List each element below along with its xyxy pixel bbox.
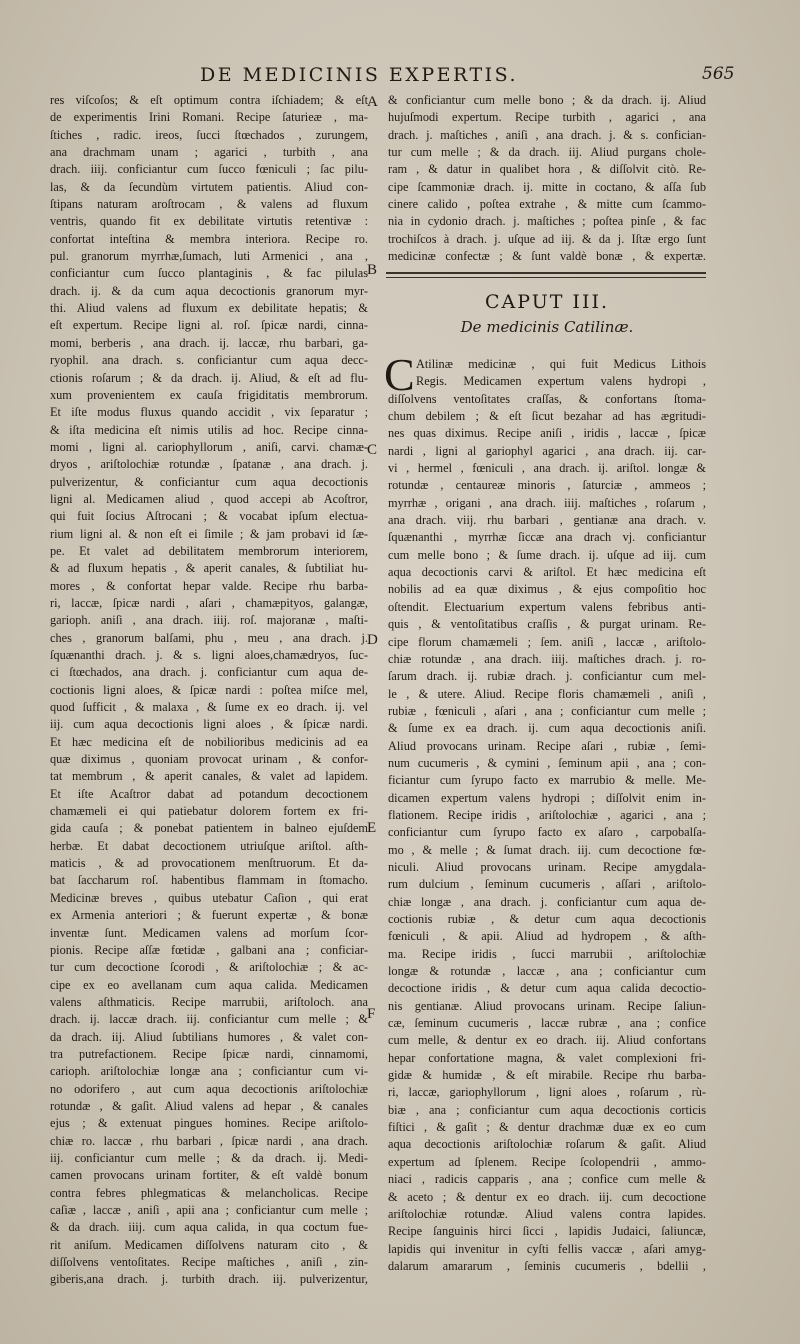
text-line: momi , ligni al. cariophyllorum , aniſi, carvi. chamæ- <box>50 439 368 454</box>
text-line: ligni al. Medicamen aliud , quod accepi ab Acoſtror, <box>50 491 368 506</box>
page-header <box>0 62 800 92</box>
margin-marker-b: B <box>367 262 378 278</box>
text-line: gidæ & humidæ , & eſt mirabile. Recipe rhu barba- <box>388 1068 706 1083</box>
margin-marker-f: F <box>367 1006 376 1022</box>
text-line: ſtiches , radic. ireos, ſucci ſtœchados , zurungem, <box>50 127 368 142</box>
text-line: & ſume ex ea drach. ij. cum aqua decoctionis aniſi. <box>388 721 706 736</box>
text-line: & iſta medicina eſt nimis utilis ad hoc. Recipe cinna- <box>50 422 368 437</box>
text-line: aqua decoctionis carvi & ariſtol. Et hæc medicina eſt <box>388 565 706 580</box>
text-line: giberis,ana drach. j. turbith drach. iij. pulverizentur, <box>50 1272 368 1287</box>
text-line: trochiſcos à drach. j. uſque ad iij. & da j. Iſtæ ergo ſunt <box>388 231 706 246</box>
text-line: chiæ longæ , ana drach. j. conficiantur cum aqua de- <box>388 894 706 909</box>
text-line: hujuſmodi expertum. Recipe turbith , agarici , ana <box>388 110 706 125</box>
text-line: quod ſufficit , & malaxa , & ſume ex eo drach. ij. vel <box>50 700 368 715</box>
text-line: biæ , ana ; conficiantur cum aqua decoctionis corticis <box>388 1102 706 1117</box>
text-line: cipe ex eo avellanam cum aqua calida. Medicamen <box>50 977 368 992</box>
text-line: de experimentis Irini Romani. Recipe ſaturieæ , ma- <box>50 110 368 125</box>
text-line: confortat inteſtina & membra interiora. Recipe ro. <box>50 231 368 246</box>
text-line: rum dulcium , ſeminum cucumeris , aſſari , ariſtolo- <box>388 877 706 892</box>
text-line: ſtipans naturam aroſtrocam , & valens ad fluxum <box>50 197 368 212</box>
text-line: mores , & confortat hepar valde. Recipe rhu barba- <box>50 578 368 593</box>
text-line: chum debilem ; & eſt ſicut bezahar ad has ægritudi- <box>388 409 706 424</box>
text-line: ana drachmam unam ; agarici , turbith , ana <box>50 145 368 160</box>
text-line: dalarum amararum , ſeminis cucumeris , bdellii , <box>388 1258 706 1273</box>
text-line: ri, laccæ, ſpicæ nardi , aſari , chamæpityos, galangæ, <box>50 595 368 610</box>
text-line: vi , hermel , fœniculi , ana drach. ij. ariſtol. longæ & <box>388 461 706 476</box>
text-line: chamæmeli ei qui patiebatur dolorem fortem ex fri- <box>50 804 368 819</box>
text-line: iij. conficiantur cum melle ; & da drach. ij. Medi- <box>50 1150 368 1165</box>
text-line: nes quas diximus. Recipe aniſi , iridis , laccæ , ſpicæ <box>388 426 706 441</box>
text-line: tra putrefactionem. Recipe ſpicæ nardi, cinnamomi, <box>50 1046 368 1061</box>
text-line: drach. iiij. conficiantur cum ſucco fœniculi ; ſac pilu- <box>50 162 368 177</box>
text-line: nia in cydonio drach. j. maſtiches ; poſtea pinſe , & fac <box>388 214 706 229</box>
text-line: cipe florum chamæmeli ; ſem. aniſi , laccæ , ariſtolo- <box>388 634 706 649</box>
text-line: le , & utere. Aliud. Recipe floris chamæmeli , aniſi , <box>388 686 706 701</box>
page-number: 565 <box>702 64 735 84</box>
text-line: conficiantur cum ſyrupo facto ex aſaro , carpobalſa- <box>388 825 706 840</box>
text-line: Et hæc medicina eſt de nobilioribus medicinis ad ea <box>50 734 368 749</box>
text-line: chiæ ro. laccæ , rhu barbari , ſpicæ nardi , ana drach. <box>50 1133 368 1148</box>
text-line: chiæ rotundæ , ana drach. iiij. maſtiches drach. j. ro- <box>388 651 706 666</box>
margin-marker-a: A <box>367 94 378 110</box>
text-line: hepar confortatione magna, & valet complexioni fri- <box>388 1050 706 1065</box>
text-line: pe. Et valet ad debilitatem membrorum interiorem, <box>50 543 368 558</box>
text-line: ſarum drach. ij. rubiæ drach. j. conficiantur cum mel- <box>388 669 706 684</box>
text-line: caſiæ , laccæ , aniſi , apii ana ; conficiantur cum melle ; <box>50 1203 368 1217</box>
text-line: no odorifero , aut cum aqua decoctionis ariſtolochiæ <box>50 1081 368 1096</box>
text-line: & conficiantur cum melle bono ; & da drach. ij. Aliud <box>388 93 706 107</box>
left-column <box>50 92 368 1289</box>
text-line: lapidis qui invenitur in cyſti fellis vaccæ , aſari amyg- <box>388 1241 706 1256</box>
text-line: nobilis ad ea quæ diximus , & ejus compoſitio hoc <box>388 582 706 597</box>
text-line: nardi , ligni al gariophyl agarici , ana drach. iij. car- <box>388 443 706 458</box>
text-line: rotundæ , & gaſit. Aliud valens ad hepar , & canales <box>50 1098 368 1113</box>
text-line: inventæ ſunt. Medicamen valens ad morſum ſcor- <box>50 925 368 940</box>
text-line: longæ & rotundæ , laccæ , ana ; conficiantur cum <box>388 964 706 979</box>
text-line: gida cauſa ; & ponebat patientem in balneo ejuſdem <box>50 821 368 836</box>
text-line: cipe ſcammoniæ drach. ij. mitte in coctano, & aſſa ſub <box>388 179 706 194</box>
text-line: ctionis roſarum ; & da drach. ij. Aliud, & eſt ad flu- <box>50 370 368 385</box>
text-line: ejus ; & extenuat pingues homines. Recipe ariſtolo- <box>50 1116 368 1131</box>
text-line: rit aniſum. Medicamen diſſolvens naturam cito , & <box>50 1237 368 1252</box>
text-line: ex Armenia anteriori ; & fuerunt expertæ , & bonæ <box>50 908 368 923</box>
text-line: dryos , ariſtolochiæ rotundæ , ſpatanæ , ana drach. j. <box>50 457 368 472</box>
text-line: pulverizentur, & conficiantur cum aqua decoctionis <box>50 474 368 489</box>
text-line: oſtendit. Electuarium expertum valens febribus anti- <box>388 599 706 614</box>
text-line: ri, laccæ, gariophyllorum , ligni aloes , roſarum , rù- <box>388 1085 706 1100</box>
text-line: rotundæ , centaureæ minoris , ſaturciæ , ammeos ; <box>388 478 706 493</box>
text-line: niaci , radicis capparis , ana ; confice cum melle & <box>388 1172 706 1187</box>
text-line: fœniculi , & apii. Aliud ad hydropem , & aſth- <box>388 929 706 944</box>
text-line: ſquænanthi , myrrhæ ſiccæ ana drach vj. conficiantur <box>388 530 706 545</box>
text-line: tat membrum , & aperit canales, & valet ad lapidem. <box>50 769 368 784</box>
text-line: eſt expertum. Recipe ligni al. roſ. ſpicæ nardi, cinna- <box>50 318 368 333</box>
text-line: Medicinæ breves , quibus utebatur Caſion , qui erat <box>50 890 368 905</box>
text-line: qui fuit ſocius Aſtrocani ; & vocabat ipſum electua- <box>50 509 368 524</box>
text-line: carioph. ariſtolochiæ longæ ana ; conficiantur cum vi- <box>50 1064 368 1079</box>
text-line: dicamen expertum valens hydropi ; diſſolvit enim in- <box>388 790 706 805</box>
text-line: ſquænanthi drach. j. & s. ligni aloes,chamædryos, ſuc- <box>50 648 368 662</box>
text-line: rium ligni al. & non eſt ei ſimile ; & jam probavi id ſæ- <box>50 526 368 541</box>
text-line: medicinæ confectæ ; & ſunt valdè bonæ , & expertæ. <box>388 249 706 264</box>
text-line: garioph. aniſi , ana drach. iiij. roſ. majoranæ , maſti- <box>50 613 368 628</box>
text-line: myrrhæ , origani , ana drach. iiij. maſtiches , roſarum , <box>388 495 706 510</box>
text-line: valens aſthmaticis. Recipe marrubii, ariſtoloch. ana <box>50 994 368 1009</box>
text-line: drach. j. maſtiches , aniſi , ana drach. j. & s. confician- <box>388 127 706 142</box>
text-line: ma. Recipe iridis , ſucci marrubii , ariſtolochiæ <box>388 946 706 961</box>
text-line: camen provocans urinam fortiter, & eſt valdè bonum <box>50 1168 368 1183</box>
right-column-body <box>388 356 706 1275</box>
text-line: aqua decoctionis ariſtolochiæ roſarum & gaſit. Aliud <box>388 1137 706 1152</box>
drop-cap: C <box>384 349 415 400</box>
text-line: xum provenientem ex cauſa frigiditatis membrorum. <box>50 387 368 402</box>
text-line: pul. granorum myrrhæ,ſumach, luti Armenici , ana , <box>50 249 368 264</box>
text-line: mo , & melle ; & ſumat drach. iij. cum decoctione fœ- <box>388 842 706 857</box>
chapter-subtitle: De medicinis Catilinæ. <box>460 318 634 336</box>
text-line: quis , & ventoſitatibus craſſis , & purgat urinam. Re- <box>388 617 706 632</box>
text-line: coctionis rubiæ , & detur cum aqua decoctionis <box>388 912 706 926</box>
text-line: tur cum decoctione ſcorodi , & ariſtolochiæ ; & ac- <box>50 960 368 975</box>
text-line: ariſtolochiæ rotundæ. Aliud valens contra lapides. <box>388 1206 706 1221</box>
text-line: ci ſtœchados, ana drach. j. conficiantur cum aqua de- <box>50 665 368 680</box>
text-line: conficiantur cum ſucco plantaginis , & fac pilulas <box>50 266 368 281</box>
text-line: cum melle bono ; & ſume drach. ij. uſque ad iij. cum <box>388 547 706 562</box>
text-line: nis gentianæ. Aliud provocans urinam. Recipe ſaliun- <box>388 998 706 1013</box>
text-line: cæ, ſeminum cucumeris , laccæ rubræ , ana ; confice <box>388 1016 706 1031</box>
text-line: Et iſte modus fluxus quando accidit , vix ſeparatur ; <box>50 405 368 420</box>
text-line: ches , granorum balſami, phu , meu , ana drach. j. <box>50 630 368 645</box>
running-head: DE MEDICINIS EXPERTIS. <box>200 64 519 86</box>
text-line: & ad fluxum hepatis , & aperit canales, & ſubtiliat hu- <box>50 561 368 576</box>
text-line: diſſolvens ventoſitates craſſas, & confortans ſtoma- <box>388 391 706 406</box>
text-line: momi, berberis , ana drach. ij. laccæ, rhu barbari, ga- <box>50 335 368 350</box>
text-line: thi. Aliud valens ad fluxum ex debilitate hepatis; & <box>50 301 368 316</box>
text-line: fiſtici , & gaſit ; & dentur drachmæ duæ ex eo cum <box>388 1120 706 1135</box>
margin-marker-e: E <box>367 820 377 836</box>
text-line: iij. cum aqua decoctionis ligni aloes , & ſpicæ nardi. <box>50 717 368 732</box>
text-line: coctionis ligni aloes, & ſpicæ nardi : poſtea miſce mel, <box>50 682 368 697</box>
text-line: las, & da ſecundùm virtutem patientis. Aliud con- <box>50 179 368 194</box>
text-line: & da drach. iiij. cum aqua calida, in qua coctum fue- <box>50 1220 368 1235</box>
text-line: herbæ. Et dabat decoctionem utriuſque ariſtol. aſth- <box>50 838 368 853</box>
text-line: ram , & datur in qualibet hora , & diſſolvit citò. Re- <box>388 162 706 177</box>
text-line: ficiantur cum ſyrupo facto ex marrubio & melle. Me- <box>388 773 706 788</box>
text-line: maticis , & ad provocationem menſtruorum. Et da- <box>50 856 368 871</box>
text-line: pionis. Recipe aſſæ fœtidæ , galbani ana ; conficiar- <box>50 942 368 957</box>
text-line: contra febres phlegmaticas & melancholicas. Recipe <box>50 1185 368 1200</box>
text-line: res viſcoſos; & eſt optimum contra iſchiadem; & eſt <box>50 93 368 107</box>
text-line: expertum ad ſplenem. Recipe ſcolopendrii , ammo- <box>388 1154 706 1169</box>
text-line: flationem. Recipe iridis , ariſtolochiæ , agarici , ana ; <box>388 807 706 822</box>
text-line: tur cum melle ; & da drach. iij. Aliud purgans chole- <box>388 145 706 160</box>
text-line: ventris, quando fit ex debilitate virtutis retentivæ : <box>50 214 368 229</box>
right-column-top <box>388 92 706 265</box>
text-line: diſſolvens ventoſitates. Recipe maſtiches , aniſi , zin- <box>50 1255 368 1270</box>
text-line: bat ſaccharum roſ. habentibus flammam in ſtomacho. <box>50 873 368 888</box>
text-line: ryophil. ana drach. s. conficiantur cum aqua decc- <box>50 353 368 368</box>
text-line: decoctione iridis , & detur cum aqua calida decoctio- <box>388 981 706 996</box>
text-line: niculi. Aliud provocans urinam. Recipe amygdala- <box>388 859 706 874</box>
text-line: Regis. Medicamen expertum valens hydropi , <box>416 374 706 389</box>
section-divider-rule <box>386 272 706 274</box>
text-line: cinere calido , poſtea extrahe , & mitte cum ſcammo- <box>388 197 706 212</box>
text-line: Et iſte Acaſtror dabat ad potandum decoctionem <box>50 786 368 801</box>
text-line: rubiæ , fœniculi , aſari , ana ; conficiantur cum melle ; <box>388 703 706 718</box>
text-line: num cucumeris , & cymini , ſeminum apii , ana ; con- <box>388 755 706 770</box>
text-line: Aliud provocans urinam. Recipe aſari , rubiæ , ſemi- <box>388 738 706 753</box>
text-line: Atilinæ medicinæ , qui fuit Medicus Lithois <box>416 357 706 371</box>
text-line: ana drach. viij. rhu barbari , gentianæ ana drach. v. <box>388 513 706 528</box>
chapter-title: CAPUT III. <box>485 291 609 313</box>
text-line: & aceto ; & dentur ex eo drach. iij. cum decoctione <box>388 1189 706 1204</box>
text-line: Recipe ſanguinis hirci ſicci , lapidis Judaici, ſaliuncæ, <box>388 1224 706 1239</box>
margin-marker-d: D <box>367 632 378 648</box>
text-line: quæ diximus , quoniam provocat urinam , & confor- <box>50 752 368 767</box>
margin-marker-c: C <box>367 442 378 458</box>
text-line: drach. ij. & da cum aqua decoctionis granorum myr- <box>50 283 368 298</box>
text-line: cum melle, & dentur ex eo drach. iij. Aliud confortans <box>388 1033 706 1048</box>
text-line: drach. ij. laccæ drach. iij. conficiantur cum melle ; & <box>50 1012 368 1027</box>
text-line: da drach. iij. Aliud ſubtilians humores , & valet con- <box>50 1029 368 1044</box>
